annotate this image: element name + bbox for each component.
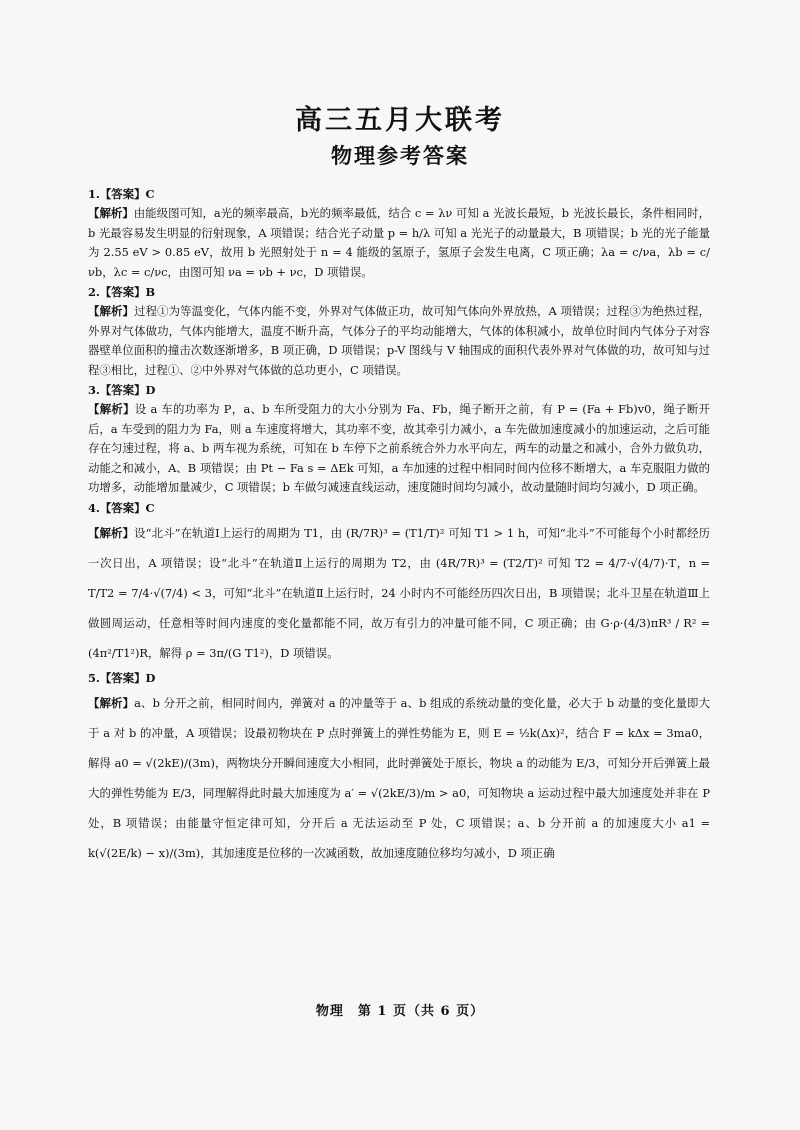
question-number: 1. [88, 187, 100, 201]
question-number: 5. [88, 670, 100, 685]
question-1 [88, 185, 710, 282]
question-number: 2. [88, 285, 100, 300]
page-footer: 物理 第 1 页（共 6 页） [315, 1004, 485, 1019]
question-4 [88, 499, 710, 668]
question-number: 4. [88, 500, 100, 515]
answer-letter: C [145, 187, 155, 201]
explanation-tag: 【解析】 [88, 525, 135, 540]
explanation-tag: 【解析】 [88, 206, 134, 221]
explanation-tag: 【解析】 [88, 402, 135, 417]
answer-letter: C [145, 500, 155, 515]
question-number: 3. [88, 383, 100, 398]
answer-letter: D [145, 670, 156, 685]
page-subtitle: 物理参考答案 [331, 143, 469, 168]
page-title: 高三五月大联考 [295, 105, 505, 136]
question-3 [88, 381, 710, 497]
answer-letter: D [145, 383, 156, 398]
question-2-header [88, 283, 710, 302]
answer-tag: 【答案】 [99, 285, 146, 300]
question-5-header [88, 669, 710, 688]
answer-tag: 【答案】 [99, 500, 146, 515]
explanation-text: 由能级图可知，a光的频率最高，b光的频率最低，结合 c = λν 可知 a 光波长最短，b 光波长最长，条件相同时，b 光最容易发生明显的衍射现象，A 项错误；结合光子动量 p = h/λ 可知 a 光光子的动量最大，B 项错误；b 光的光子能量为 2.55 eV > 0.85 eV，故用 b 光照射处于 n = 4 能级的氢原子，氢原子会发生电离，C 项正确；λa = c/νa，λb = c/νb，λc = c/νc，由图可知 νa = νb + νc，D 项错误。 [88, 206, 710, 279]
question-2-explanation [88, 302, 710, 380]
question-1-header [88, 185, 710, 204]
answer-tag: 【答案】 [99, 670, 146, 685]
explanation-text: 过程①为等温变化，气体内能不变，外界对气体做正功，故可知气体向外界放热，A 项错误；过程③为绝热过程，外界对气体做功，气体内能增大，温度不断升高，气体分子的平均动能增大，气体的体积减小，故单位时间内气体分子对容器壁单位面积的撞击次数逐渐增多，B 项正确，D 项错误；p-V 图线与 V 轴围成的面积代表外界对气体做的功，故可知与过程③相比，过程①、②中外界对气体做的总功更小，C 项错误。 [88, 304, 710, 377]
question-2 [88, 283, 710, 380]
explanation-text: 设“北斗”在轨道Ⅰ上运行的周期为 T1，由 (R/7R)³ = (T1/T)² 可知 T1 > 1 h，可知“北斗”不可能每个小时都经历一次日出，A 项错误；设“北斗”在轨道Ⅱ上运行的周期为 T2，由 (4R/7R)³ = (T2/T)² 可知 T2 = 4/7·√(4/7)·T，n = T/T2 = 7/4·√(7/4) < 3，可知“北斗”在轨道Ⅱ上运行时，24 小时内不可能经历四次日出，B 项错误；北斗卫星在轨道Ⅲ上做圆周运动，任意相等时间内速度的变化量都能不同，故万有引力的冲量可能不同，C 项正确；由 G·ρ·(4/3)πR³ / R² = (4π²/T1²)R，解得 ρ = 3π/(G T1²)，D 项错误。 [88, 525, 710, 660]
question-3-explanation [88, 400, 710, 497]
question-5 [88, 669, 710, 868]
explanation-text: a、b 分开之前，相同时间内，弹簧对 a 的冲量等于 a、b 组成的系统动量的变化量，必大于 b 动量的变化量即大于 a 对 b 的冲量，A 项错误；设最初物块在 P 点时弹簧上的弹性势能为 E，则 E = ½k(Δx)²，结合 F = kΔx = 3ma0，解得 a0 = √(2kE)/(3m)，两物块分开瞬间速度大小相同，此时弹簧处于原长，物块 a 的动能为 E/3，可知分开后弹簧上最大的弹性势能为 E/3，同理解得此时最大加速度为 a′ = √(2kE/3)/m > a0，可知物块 a 运动过程中最大加速度处并非在 P 处，B 项错误；由能量守恒定律可知，分开后 a 无法运动至 P 处，C 项错误；a、b 分开前 a 的加速度大小 a1 = k(√(2E/k) − x)/(3m)，其加速度是位移的一次减函数，故加速度随位移均匀减小，D 项正确 [88, 696, 710, 861]
answer-tag: 【答案】 [99, 383, 146, 398]
explanation-tag: 【解析】 [88, 304, 135, 319]
answer-letter: B [145, 285, 156, 300]
explanation-tag: 【解析】 [88, 696, 135, 711]
question-4-explanation [88, 518, 710, 668]
question-5-explanation [88, 688, 710, 868]
question-1-explanation [88, 204, 710, 282]
question-3-header [88, 381, 710, 400]
explanation-text: 设 a 车的功率为 P，a、b 车所受阻力的大小分别为 Fa、Fb，绳子断开之前，有 P = (Fa + Fb)v0，绳子断开后，a 车受到的阻力为 Fa，则 a 车速度将增大，其功率不变，故其牵引力减小，a 车先做加速度减小的加速运动，之后可能存在匀速过程，将 a、b 两车视为系统，可知在 b 车停下之前系统合外力水平向左，两车的动量之和减小，合外力做负功，动能之和减小，A、B 项错误；由 Pt − Fa s = ΔEk 可知，a 车加速的过程中相同时间内位移不断增大，a 车克服阻力做的功增多，动能增加量减少，C 项错误；b 车做匀减速直线运动，速度随时间均匀减小，故动量随时间均匀减小，D 项正确。 [88, 402, 710, 495]
question-4-header [88, 499, 710, 518]
answer-tag: 【答案】 [99, 187, 146, 201]
answers-body [88, 184, 710, 868]
